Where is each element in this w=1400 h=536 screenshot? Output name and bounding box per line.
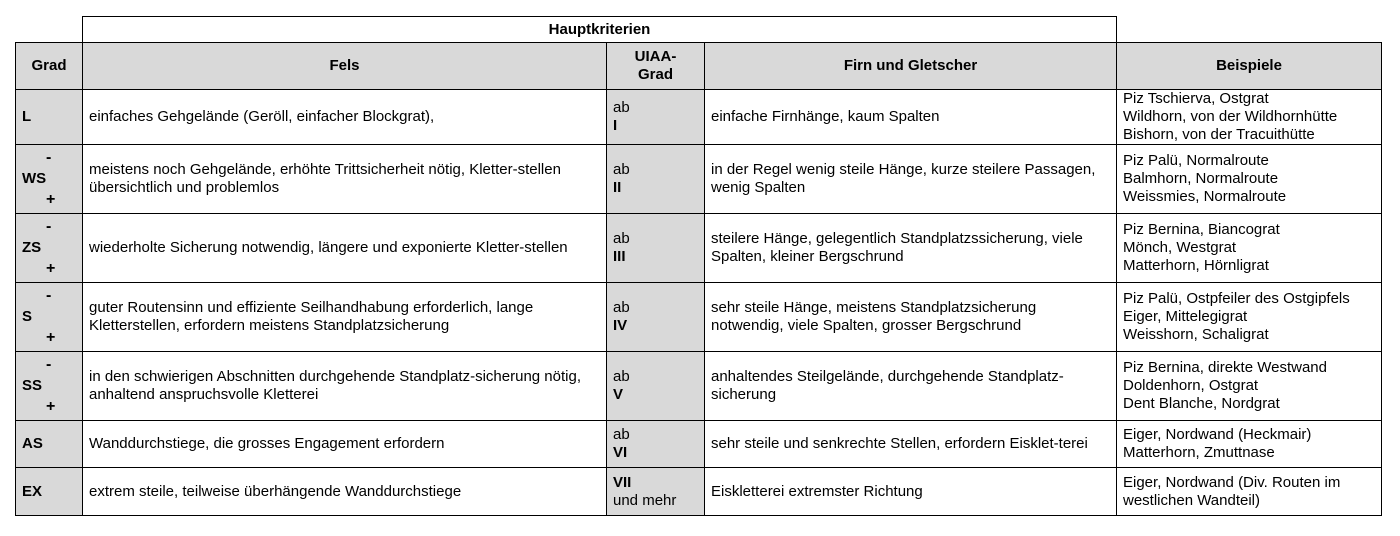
beispiele-cell — [1117, 283, 1382, 352]
uiaa-ab: ab — [613, 426, 630, 443]
grade-plus: + — [46, 329, 56, 346]
table-row — [16, 421, 1382, 468]
beispiel-item: Piz Tschierva, Ostgrat — [1123, 90, 1269, 107]
beispiel-item: Weissmies, Normalroute — [1123, 188, 1287, 205]
grade-plus: + — [46, 191, 56, 208]
uiaa-roman: II — [613, 179, 622, 196]
uiaa-cell — [607, 214, 705, 283]
fels-cell: extrem steile, teilweise überhängende Wanddurchstiege — [83, 468, 607, 516]
firn-cell: in der Regel wenig steile Hänge, kurze steilere Passagen, wenig Spalten — [705, 145, 1117, 214]
fels-cell: meistens noch Gehgelände, erhöhte Trittsicherheit nötig, Kletter-stellen übersichtlich und problemlos — [83, 145, 607, 214]
beispiel-item: Matterhorn, Hörnligrat — [1123, 257, 1269, 274]
column-header-row — [16, 43, 1382, 90]
uiaa-ab: ab — [613, 368, 630, 385]
blank-cell — [16, 17, 83, 43]
firn-cell: steilere Hänge, gelegentlich Standplatzssicherung, viele Spalten, kleiner Bergschrund — [705, 214, 1117, 283]
grade-cell — [16, 352, 83, 421]
uiaa-cell — [607, 90, 705, 145]
uiaa-roman: VII — [613, 473, 632, 491]
beispiel-item: Wildhorn, von der Wildhornhütte — [1123, 108, 1338, 125]
beispiel-item: Weisshorn, Schaligrat — [1123, 326, 1269, 343]
fels-cell: wiederholte Sicherung notwendig, längere und exponierte Kletter-stellen — [83, 214, 607, 283]
uiaa-ab: ab — [613, 99, 630, 116]
grade-label: SS — [22, 377, 43, 394]
uiaa-cell — [607, 421, 705, 468]
grad-header: Grad — [16, 43, 83, 90]
firn-cell: einfache Firnhänge, kaum Spalten — [705, 90, 1117, 145]
difficulty-table — [15, 16, 1382, 516]
grade-label: L — [22, 108, 32, 125]
firn-cell: sehr steile und senkrechte Stellen, erfordern Eisklet-terei — [705, 421, 1117, 468]
beispiele-cell — [1117, 421, 1382, 468]
uiaa-header-line2: Grad — [637, 66, 673, 83]
beispiel-item: Piz Palü, Ostpfeiler des Ostgipfels — [1123, 290, 1350, 307]
beispiel-item: Eiger, Nordwand (Heckmair) — [1123, 426, 1312, 443]
beispiel-item: Eiger, Nordwand (Div. Routen im westlichen Wandteil) — [1123, 473, 1341, 509]
uiaa-cell — [607, 468, 705, 516]
uiaa-roman: I — [613, 117, 618, 134]
firn-header: Firn und Gletscher — [705, 43, 1117, 90]
table-row — [16, 468, 1382, 516]
beispiel-item: Eiger, Mittelegigrat — [1123, 308, 1248, 325]
fels-header: Fels — [83, 43, 607, 90]
grade-label: ZS — [22, 239, 42, 256]
uiaa-cell — [607, 283, 705, 352]
uiaa-header-line1: UIAA- — [634, 48, 677, 65]
grade-minus: - — [46, 149, 52, 166]
grade-minus: - — [46, 218, 52, 235]
blank-cell — [1117, 17, 1382, 43]
beispiel-item: Piz Bernina, Biancograt — [1123, 221, 1280, 238]
table-row — [16, 352, 1382, 421]
grade-label: AS — [22, 435, 43, 452]
uiaa-cell — [607, 352, 705, 421]
uiaa-cell — [607, 145, 705, 214]
grade-plus: + — [46, 260, 56, 277]
uiaa-header — [607, 43, 705, 90]
beispiele-header: Beispiele — [1117, 43, 1382, 90]
beispiel-item: Dent Blanche, Nordgrat — [1123, 395, 1280, 412]
firn-cell: Eiskletterei extremster Richtung — [705, 468, 1117, 516]
uiaa-roman: V — [613, 386, 624, 403]
header-group-row — [16, 17, 1382, 43]
table-row — [16, 214, 1382, 283]
grade-plus: + — [46, 398, 56, 415]
grade-label: WS — [22, 170, 47, 187]
fels-cell: Wanddurchstiege, die grosses Engagement erfordern — [83, 421, 607, 468]
uiaa-roman: III — [613, 248, 626, 265]
table-row — [16, 90, 1382, 145]
grade-cell — [16, 421, 83, 468]
grade-label: EX — [22, 482, 43, 500]
beispiel-item: Doldenhorn, Ostgrat — [1123, 377, 1259, 394]
beispiel-item: Matterhorn, Zmuttnase — [1123, 444, 1275, 461]
table-row — [16, 145, 1382, 214]
table-row — [16, 283, 1382, 352]
beispiele-cell — [1117, 90, 1382, 145]
beispiel-item: Balmhorn, Normalroute — [1123, 170, 1279, 187]
uiaa-ab: ab — [613, 299, 630, 316]
hauptkriterien-header: Hauptkriterien — [83, 17, 1117, 43]
beispiele-cell — [1117, 145, 1382, 214]
beispiele-cell — [1117, 352, 1382, 421]
fels-cell: guter Routensinn und effiziente Seilhandhabung erforderlich, lange Kletterstellen, erfordern meistens Standplatzsicherung — [83, 283, 607, 352]
uiaa-roman: IV — [613, 317, 628, 334]
beispiel-item: Piz Palü, Normalroute — [1123, 152, 1269, 169]
beispiele-cell — [1117, 214, 1382, 283]
beispiele-cell — [1117, 468, 1382, 516]
firn-cell: sehr steile Hänge, meistens Standplatzsicherung notwendig, viele Spalten, grosser Bergschrund — [705, 283, 1117, 352]
grade-minus: - — [46, 287, 52, 304]
grade-cell — [16, 468, 83, 516]
grade-label: S — [22, 308, 33, 325]
uiaa-ab: ab — [613, 230, 630, 247]
beispiel-item: Mönch, Westgrat — [1123, 239, 1237, 256]
grade-cell — [16, 283, 83, 352]
grade-cell — [16, 90, 83, 145]
grade-cell — [16, 214, 83, 283]
firn-cell: anhaltendes Steilgelände, durchgehende Standplatz-sicherung — [705, 352, 1117, 421]
beispiel-item: Piz Bernina, direkte Westwand — [1123, 359, 1327, 376]
uiaa-roman: VI — [613, 444, 628, 461]
fels-cell: einfaches Gehgelände (Geröll, einfacher Blockgrat), — [83, 90, 607, 145]
grade-cell — [16, 145, 83, 214]
grade-minus: - — [46, 356, 52, 373]
beispiel-item: Bishorn, von der Tracuithütte — [1123, 126, 1315, 143]
uiaa-suffix: und mehr — [613, 491, 677, 509]
uiaa-ab: ab — [613, 161, 630, 178]
fels-cell: in den schwierigen Abschnitten durchgehende Standplatz-sicherung nötig, anhaltend anspruchsvolle Kletterei — [83, 352, 607, 421]
